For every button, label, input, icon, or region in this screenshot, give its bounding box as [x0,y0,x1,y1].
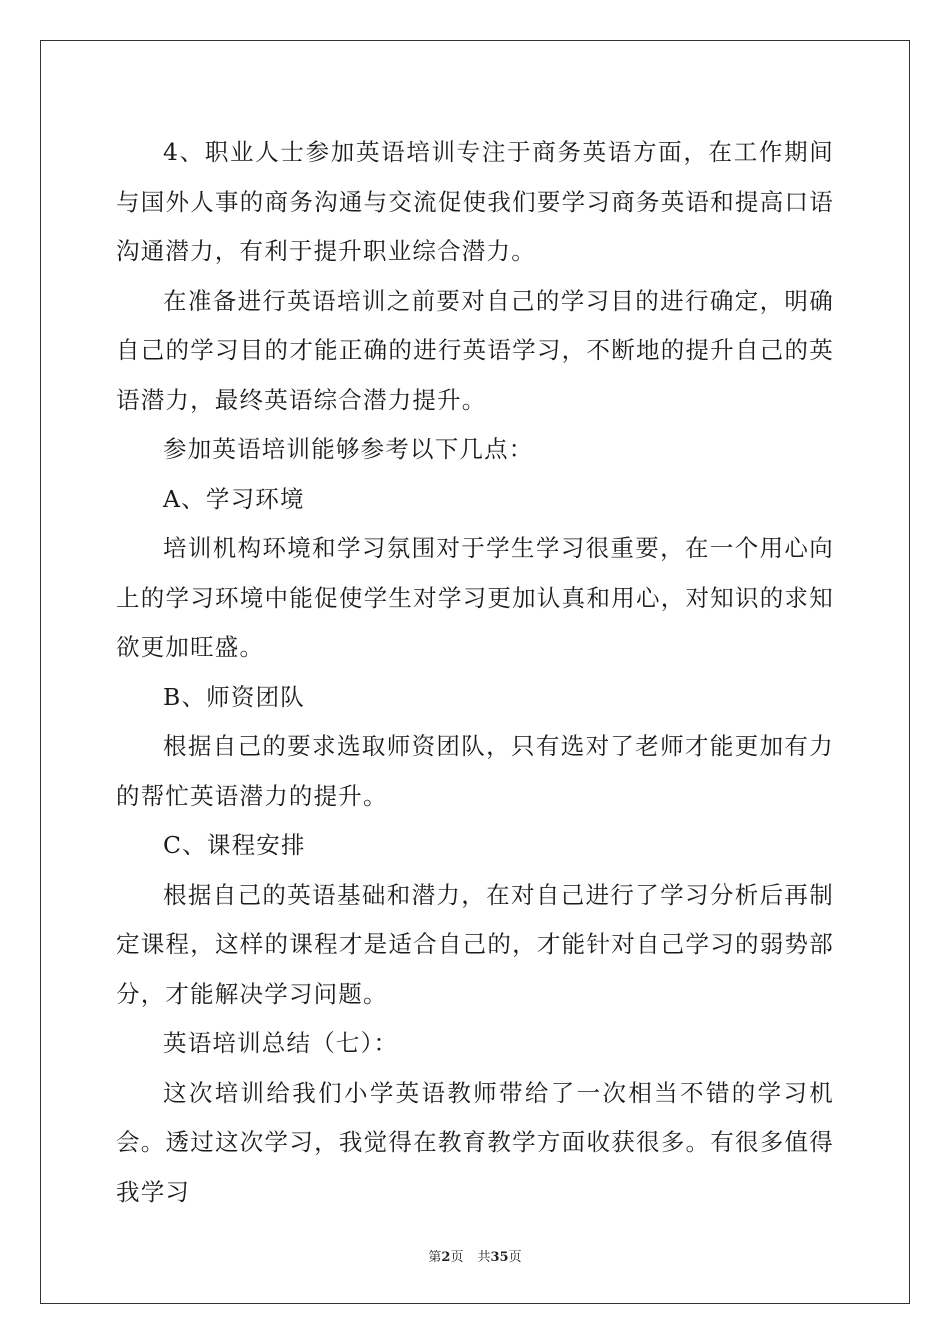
total-suffix: 页 [508,1250,522,1265]
page-footer [0,1246,950,1265]
paragraph: 4、职业人士参加英语培训专注于商务英语方面，在工作期间与国外人事的商务沟通与交流促使我们要学习商务英语和提高口语沟通潜力，有利于提升职业综合潜力。 [116,138,834,265]
page-suffix: 页 [450,1250,464,1265]
section-heading: B、师资团队 [163,682,305,711]
paragraph: 在准备进行英语培训之前要对自己的学习目的进行确定，明确自己的学习目的才能正确的进行英语学习，不断地的提升自己的英语潜力，最终英语综合潜力提升。 [116,286,834,414]
total-prefix: 共 [477,1250,491,1265]
page-number: 2 [441,1250,451,1265]
paragraph: 根据自己的英语基础和潜力，在对自己进行了学习分析后再制定课程，这样的课程才是适合自己的，才能针对自己学习的弱势部分，才能解决学习问题。 [116,880,834,1008]
section-heading: A、学习环境 [163,484,305,513]
page-prefix: 第 [428,1250,442,1265]
paragraph: 参加英语培训能够参考以下几点： [163,435,534,463]
section-heading: 英语培训总结（七）： [163,1029,399,1057]
paragraph: 这次培训给我们小学英语教师带给了一次相当不错的学习机会。透过这次学习，我觉得在教育教学方面收获很多。有很多值得我学习 [116,1078,834,1206]
paragraph: 培训机构环境和学习氛围对于学生学习很重要，在一个用心向上的学习环境中能促使学生对学习更加认真和用心，对知识的求知欲更加旺盛。 [116,534,834,661]
paragraph: 根据自己的要求选取师资团队，只有选对了老师才能更加有力的帮忙英语潜力的提升。 [116,732,834,810]
total-pages: 35 [490,1250,509,1265]
section-heading: C、课程安排 [163,831,306,859]
document-body [116,128,834,1217]
